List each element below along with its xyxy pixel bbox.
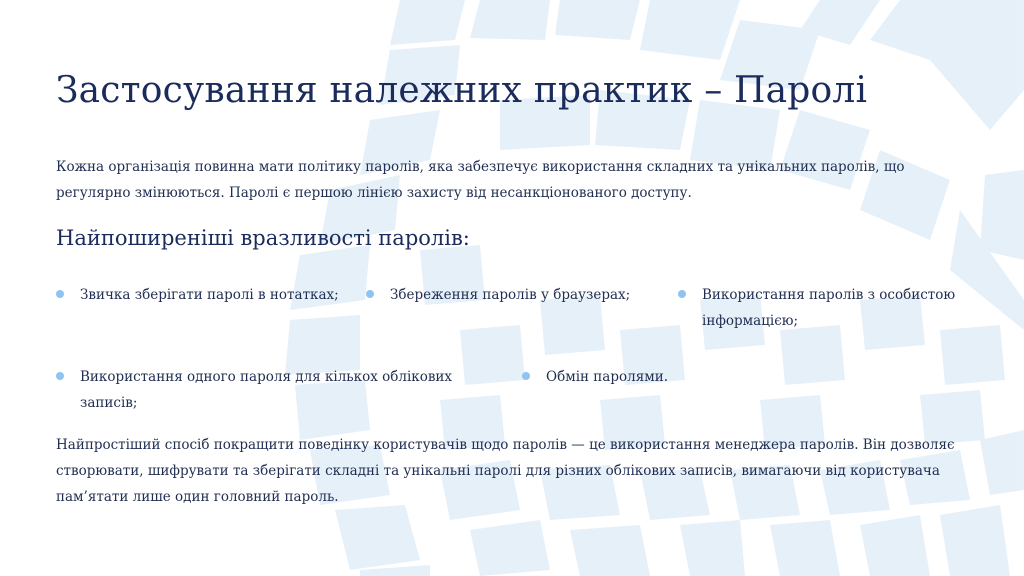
- bullet-dot-icon: [366, 290, 374, 298]
- bullet-item: [80, 364, 480, 416]
- bullet-text: Використання одного пароля для кількох облікових записів;: [80, 369, 453, 411]
- bullet-item: [80, 282, 360, 308]
- bullet-dot-icon: [678, 290, 686, 298]
- vulnerabilities-heading: Найпоширеніші вразливості паролів:: [56, 226, 470, 250]
- bullet-dot-icon: [56, 372, 64, 380]
- bullet-text: Збереження паролів у браузерах;: [390, 287, 631, 303]
- bullet-dot-icon: [522, 372, 530, 380]
- bullet-text: Використання паролів з особистою інформацією;: [702, 287, 956, 329]
- slide-title: Застосування належних практик – Паролі: [56, 70, 868, 111]
- conclusion-paragraph: Найпростіший спосіб покращити поведінку користувачів щодо паролів — це використання менеджера паролів. Він дозволяє створювати, шифрувати та зберігати складні та унікальні паролі для різних облікових записів, вимагаючи від користувача пам’ятати лише один головний пароль.: [56, 437, 955, 505]
- bullet-dot-icon: [56, 290, 64, 298]
- bullet-text: Обмін паролями.: [546, 369, 669, 385]
- bullet-item: [390, 282, 650, 308]
- bullet-item: [702, 282, 972, 334]
- bullet-text: Звичка зберігати паролі в нотатках;: [80, 287, 339, 303]
- intro-paragraph: Кожна організація повинна мати політику паролів, яка забезпечує використання складних та унікальних паролів, що регулярно змінюються. Паролі є першою лінією захисту від несанкціонованого доступу.: [56, 159, 905, 201]
- bullet-item: [546, 364, 806, 390]
